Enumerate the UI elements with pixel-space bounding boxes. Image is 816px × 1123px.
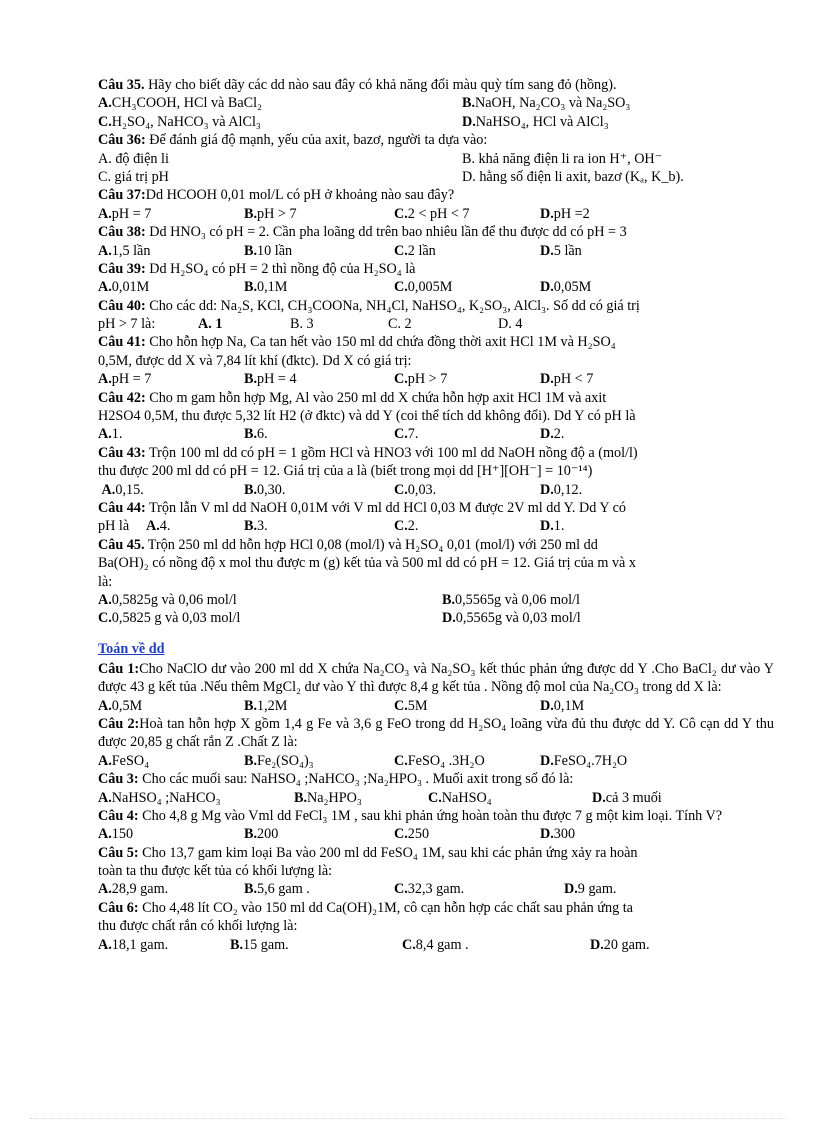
- section-heading: Toán về dd: [98, 640, 165, 657]
- option-d: D.FeSO₄.7H₂O: [540, 752, 628, 769]
- question-41: [98, 333, 774, 351]
- question-label: Câu 45.: [98, 536, 145, 553]
- question-label: Câu 37:: [98, 187, 146, 204]
- option-d: D. hằng số điện li axit, bazơ (Kₐ, K_b).: [462, 168, 684, 185]
- option-d: D.pH =2: [540, 205, 590, 222]
- options-row: [98, 242, 774, 260]
- options-row: [98, 697, 774, 715]
- option-b: B.Fe₂(SO₄)₃: [244, 752, 314, 769]
- question-37: [98, 186, 774, 204]
- question-text: Cho m gam hỗn hợp Mg, Al vào 250 ml dd X chứa hỗn hợp axit HCl 1M và axit: [145, 389, 607, 406]
- question-text: Dd HCOOH 0,01 mol/L có pH ở khoảng nào sau đây?: [145, 187, 455, 204]
- option-a: A. 1: [198, 316, 223, 333]
- option-d: D. 4: [498, 316, 523, 333]
- question-label: Câu 3:: [98, 771, 139, 788]
- option-c: C.0,03.: [394, 481, 437, 498]
- option-b: B.Na₂HPO₃: [294, 789, 362, 806]
- problem-1: [98, 660, 774, 697]
- option-b: B. 3: [290, 316, 314, 333]
- options-row: [98, 278, 774, 296]
- option-c: C.2 lần: [394, 242, 436, 259]
- options-row: [98, 94, 774, 112]
- question-39: [98, 260, 774, 278]
- question-text: pH là: [98, 518, 130, 535]
- option-d: D.9 gam.: [564, 881, 617, 898]
- question-text: 0,5M, được dd X và 7,84 lít khí (đktc). Dd X có giá trị:: [98, 352, 412, 369]
- option-d: D.20 gam.: [590, 936, 650, 953]
- option-a: A.FeSO₄: [98, 752, 150, 769]
- option-c: C.8,4 gam .: [402, 936, 469, 953]
- options-row: [98, 936, 774, 954]
- option-c: C.H₂SO₄, NaHCO₃ và AlCl₃: [98, 113, 261, 130]
- problem-2: [98, 715, 774, 752]
- option-b: B.3.: [244, 518, 268, 535]
- option-b: B.0,5565g và 0,06 mol/l: [442, 591, 580, 608]
- option-a: A.18,1 gam.: [98, 936, 169, 953]
- options-row: [98, 370, 774, 388]
- option-d: D.2.: [540, 426, 565, 443]
- options-row: [98, 113, 774, 131]
- option-d: D.cả 3 muối: [592, 789, 662, 806]
- option-a: A.pH = 7: [98, 371, 152, 388]
- question-38: [98, 223, 774, 241]
- question-label: Câu 36:: [98, 132, 146, 149]
- question-label: Câu 5:: [98, 844, 139, 861]
- option-c: C.FeSO₄ .3H₂O: [394, 752, 485, 769]
- problem-3: [98, 770, 774, 788]
- question-text: Hoà tan hỗn hợp X gồm 1,4 g Fe và 3,6 g FeO trong dd H₂SO₄ loãng vừa đủ thu được dd Y. Cô cạn dd Y thu được 20,85 g chất rắn Z .Chất Z là:: [98, 715, 774, 751]
- question-label: Câu 4:: [98, 807, 139, 824]
- question-35: [98, 76, 774, 94]
- question-text: toàn ta thu được kết tủa có khối lượng là:: [98, 863, 333, 880]
- question-text: Để đánh giá độ mạnh, yếu của axit, bazơ, người ta dựa vào:: [145, 132, 488, 149]
- option-b: B.0,30.: [244, 481, 286, 498]
- option-a: A.4.: [146, 518, 171, 535]
- question-text: Cho các muối sau: NaHSO₄ ;NaHCO₃ ;Na₂HPO₃ . Muối axit trong số đó là:: [138, 771, 574, 788]
- question-label: Câu 40:: [98, 297, 146, 314]
- option-d: D.5 lần: [540, 242, 582, 259]
- options-row: [98, 609, 774, 627]
- question-text: Cho hỗn hợp Na, Ca tan hết vào 150 ml dd chứa đồng thời axit HCl 1M và H₂SO₄: [145, 334, 616, 351]
- option-c: C.32,3 gam.: [394, 881, 465, 898]
- option-c: C.5M: [394, 697, 428, 714]
- option-c: C.0,005M: [394, 279, 453, 296]
- options-row: [98, 752, 774, 770]
- question-text: Cho 4,48 lít CO₂ vào 150 ml dd Ca(OH)₂1M, cô cạn hỗn hợp các chất sau phản ứng ta: [138, 899, 633, 916]
- question-36: [98, 131, 774, 149]
- option-b: B.10 lần: [244, 242, 293, 259]
- option-b: B.200: [244, 826, 279, 843]
- option-c: C.2 < pH < 7: [394, 205, 470, 222]
- options-row: [98, 150, 774, 168]
- question-label: Câu 42:: [98, 389, 146, 406]
- option-d: D.0,5565g và 0,03 mol/l: [442, 610, 581, 627]
- question-text: thu được chất rắn có khối lượng là:: [98, 918, 298, 935]
- question-label: Câu 6:: [98, 899, 139, 916]
- option-b: B.pH = 4: [244, 371, 297, 388]
- problem-6: [98, 899, 774, 917]
- option-a: A.1,5 lần: [98, 242, 151, 259]
- options-row: [98, 315, 774, 333]
- options-row: [98, 880, 774, 898]
- option-c: C.0,5825 g và 0,03 mol/l: [98, 610, 241, 627]
- problem-5: [98, 844, 774, 862]
- options-row: [98, 825, 774, 843]
- question-label: Câu 41:: [98, 334, 146, 351]
- question-text: là:: [98, 573, 113, 590]
- question-43: [98, 444, 774, 462]
- option-a: A.0,15.: [101, 481, 144, 498]
- question-42: [98, 389, 774, 407]
- exercise-sheet: [98, 76, 774, 954]
- question-label: Câu 38:: [98, 224, 146, 241]
- option-c: C.2.: [394, 518, 419, 535]
- question-text: Cho các dd: Na₂S, KCl, CH₃COONa, NH₄Cl, NaHSO₄, K₂SO₃, AlCl₃. Số dd có giá trị: [145, 297, 640, 314]
- question-text: Dd HNO₃ có pH = 2. Cần pha loãng dd trên bao nhiêu lần để thu được dd có pH = 3: [145, 224, 627, 241]
- option-d: D.NaHSO₄, HCl và AlCl₃: [462, 113, 609, 130]
- options-row: [98, 481, 774, 499]
- question-text: Cho 13,7 gam kim loại Ba vào 200 ml dd FeSO₄ 1M, sau khi các phản ứng xảy ra hoàn: [138, 844, 638, 861]
- option-a: A.1.: [98, 426, 123, 443]
- option-b: B.15 gam.: [230, 936, 289, 953]
- options-row: [98, 591, 774, 609]
- question-label: Câu 35.: [98, 77, 145, 93]
- question-40: [98, 297, 774, 315]
- option-b: B.6.: [244, 426, 268, 443]
- question-text: Cho NaClO dư vào 200 ml dd X chứa Na₂CO₃ và Na₂SO₃ kết thúc phản ứng được dd Y .Cho BaCl₂ dư vào Y được 43 g kết tủa .Nếu thêm MgCl₂ dư vào Y thì được 8,4 g kết tủa . Nồng độ mol của Na₂CO₃ trong dd X là:: [98, 660, 774, 696]
- option-b: B. khả năng điện li ra ion H⁺, OH⁻: [462, 150, 663, 167]
- question-text: Hãy cho biết dãy các dd nào sau đây có khả năng đổi màu quỳ tím sang đỏ (hồng).: [144, 77, 617, 93]
- option-a: A.0,01M: [98, 279, 150, 296]
- option-c: C. giá trị pH: [98, 168, 169, 185]
- option-a: A.0,5M: [98, 697, 143, 714]
- question-label: Câu 1:: [98, 660, 140, 677]
- option-b: B.5,6 gam .: [244, 881, 310, 898]
- option-a: A. độ điện li: [98, 150, 169, 167]
- option-d: D.300: [540, 826, 576, 843]
- question-label: Câu 2:: [98, 715, 140, 732]
- question-text: H2SO4 0,5M, thu được 5,32 lít H2 (ở đktc) và dd Y (coi thể tích dd không đổi). Dd Y có pH là: [98, 408, 636, 425]
- option-c: C. 2: [388, 316, 412, 333]
- question-text: Cho 4,8 g Mg vào Vml dd FeCl₃ 1M , sau khi phản ứng hoàn toàn thu được 7 g một kim loại. Tính V?: [138, 807, 723, 824]
- question-label: Câu 39:: [98, 260, 146, 277]
- option-a: A.150: [98, 826, 134, 843]
- option-c: C.7.: [394, 426, 419, 443]
- option-d: D.0,05M: [540, 279, 592, 296]
- question-44: [98, 499, 774, 517]
- option-d: D.pH < 7: [540, 371, 594, 388]
- options-row: [98, 517, 774, 535]
- options-row: [98, 425, 774, 443]
- options-row: [98, 205, 774, 223]
- question-text: Trộn lẫn V ml dd NaOH 0,01M với V ml dd HCl 0,03 M được 2V ml dd Y. Dd Y có: [145, 499, 626, 516]
- page-bottom-rule: [30, 1118, 786, 1119]
- question-text: Ba(OH)₂ có nồng độ x mol thu được m (g) kết tủa và 500 ml dd có pH = 12. Giá trị của m và x: [98, 555, 636, 572]
- options-row: [98, 168, 774, 186]
- question-text: pH > 7 là:: [98, 316, 156, 333]
- option-d: D.1.: [540, 518, 565, 535]
- option-b: B.pH > 7: [244, 205, 297, 222]
- question-45: [98, 536, 774, 554]
- option-b: B.1,2M: [244, 697, 288, 714]
- option-d: D.0,12.: [540, 481, 583, 498]
- problem-4: [98, 807, 774, 825]
- option-a: A.CH₃COOH, HCl và BaCl₂: [98, 95, 262, 112]
- option-b: B.0,1M: [244, 279, 288, 296]
- option-a: A.pH = 7: [98, 205, 152, 222]
- question-label: Câu 43:: [98, 444, 146, 461]
- question-text: Trộn 250 ml dd hỗn hợp HCl 0,08 (mol/l) và H₂SO₄ 0,01 (mol/l) với 250 ml dd: [144, 536, 598, 553]
- option-a: A.0,5825g và 0,06 mol/l: [98, 591, 237, 608]
- question-text: Trộn 100 ml dd có pH = 1 gồm HCl và HNO3 với 100 ml dd NaOH nồng độ a (mol/l): [145, 444, 638, 461]
- option-b: B.NaOH, Na₂CO₃ và Na₂SO₃: [462, 95, 631, 112]
- options-row: [98, 789, 774, 807]
- option-a: A.28,9 gam.: [98, 881, 169, 898]
- question-label: Câu 44:: [98, 499, 146, 516]
- question-text: Dd H₂SO₄ có pH = 2 thì nồng độ của H₂SO₄ là: [145, 260, 416, 277]
- question-text: thu được 200 ml dd có pH = 12. Giá trị của a là (biết trong mọi dd [H⁺][OH⁻] = 10⁻¹⁴): [98, 463, 593, 480]
- option-d: D.0,1M: [540, 697, 585, 714]
- option-c: C.250: [394, 826, 430, 843]
- option-a: A.NaHSO₄ ;NaHCO₃: [98, 789, 221, 806]
- option-c: C.pH > 7: [394, 371, 448, 388]
- option-c: C.NaHSO₄: [428, 789, 492, 806]
